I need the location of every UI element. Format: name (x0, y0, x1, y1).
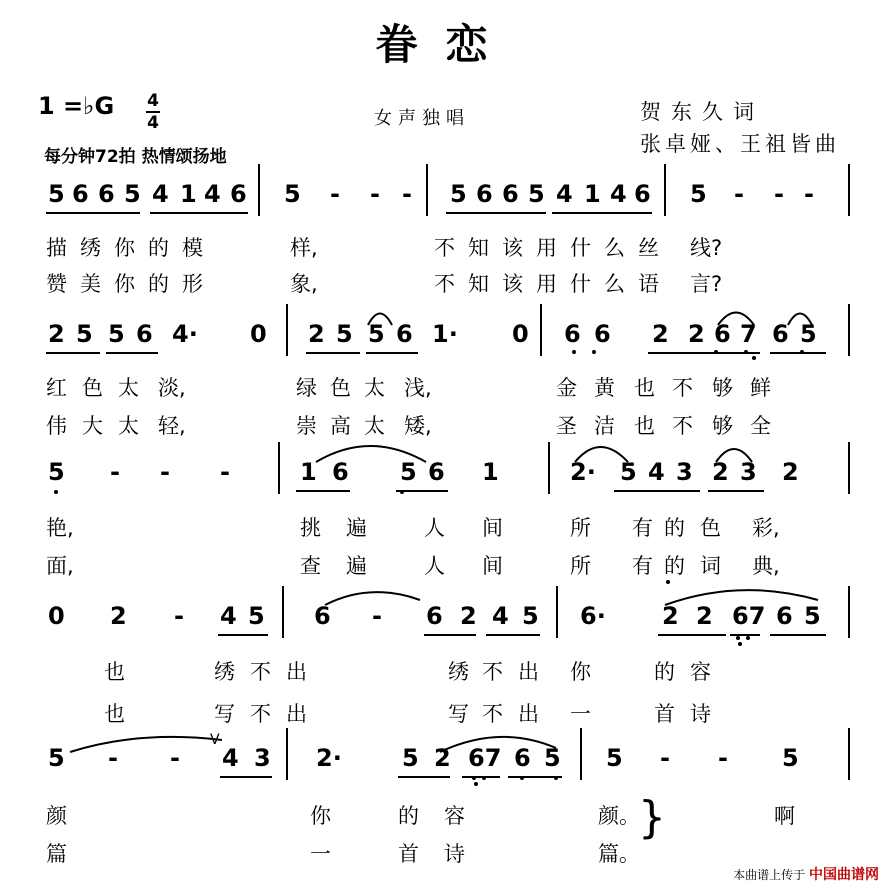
note: 6 (634, 180, 651, 208)
beam-underline (296, 490, 350, 492)
beam-underline (366, 352, 418, 354)
composer-credit: 张卓娅、王祖皆曲 (640, 132, 840, 156)
note: 4 (492, 602, 509, 630)
lyric-syllable: 丝 (638, 236, 659, 260)
lyric-syllable: 诗 (690, 702, 711, 726)
lyric-syllable: 你 (310, 804, 331, 828)
note: 1· (432, 320, 458, 348)
lyric-syllable: 色 (700, 516, 721, 540)
bar-line (548, 442, 550, 494)
lyric-syllable: 全 (750, 414, 771, 438)
beam-underline (150, 212, 248, 214)
note: - (372, 602, 382, 630)
beam-underline (306, 352, 360, 354)
lyric-syllable: 出 (286, 702, 307, 726)
note: 2 (434, 744, 451, 772)
lyric-syllable: 知 (468, 272, 489, 296)
lyric-syllable: 绣 (448, 660, 469, 684)
note: 5 (450, 180, 467, 208)
tempo-marking: 每分钟72拍 热情颂扬地 (44, 147, 227, 167)
note: 5 (48, 744, 65, 772)
lyric-syllable: 挑 (300, 516, 321, 540)
lyric-syllable: 遍 (346, 516, 367, 540)
lyric-syllable: 淡, (158, 376, 186, 400)
lyric-syllable: 金 (556, 376, 577, 400)
lyric-syllable: 间 (482, 516, 503, 540)
note: 2 (48, 320, 65, 348)
lyric-syllable: 艳, (46, 516, 74, 540)
note: 5 (782, 744, 799, 772)
lyric-syllable: 不 (434, 272, 455, 296)
lyric-syllable: 篇 (46, 842, 67, 866)
lyric-syllable: 不 (434, 236, 455, 260)
note: - (160, 458, 170, 486)
bar-line (848, 728, 850, 780)
bar-line (540, 304, 542, 356)
lyric-syllable: 用 (536, 236, 557, 260)
lyric-syllable: 太 (118, 376, 139, 400)
note: 6 (332, 458, 349, 486)
lyric-syllable: 人 (424, 554, 445, 578)
beam-underline (220, 776, 272, 778)
note: 0 (250, 320, 267, 348)
note: 5 (522, 602, 539, 630)
lyric-syllable: 所 (570, 554, 591, 578)
note: 5 (336, 320, 353, 348)
note: 0 (48, 602, 65, 630)
note: 6 (98, 180, 115, 208)
lyric-syllable: 也 (104, 702, 125, 726)
note: - (660, 744, 670, 772)
meter-bottom: 4 (147, 113, 159, 133)
octave-dot (744, 350, 748, 354)
beam-underline (658, 634, 726, 636)
note: 5 (48, 180, 65, 208)
lyric-syllable: 颜。 (598, 804, 640, 828)
score-title: 眷恋 (375, 20, 516, 69)
octave-dot (482, 776, 486, 780)
lyric-syllable: 不 (482, 702, 503, 726)
note: 6 (230, 180, 247, 208)
beam-underline (770, 352, 826, 354)
note: 4 (204, 180, 221, 208)
lyric-syllable: 伟 (46, 414, 67, 438)
beam-underline (46, 212, 140, 214)
lyric-syllable: 典, (752, 554, 780, 578)
lyric-syllable: 线? (690, 236, 723, 260)
note: 5 (606, 744, 623, 772)
note: 5 (284, 180, 301, 208)
beam-underline (398, 776, 450, 778)
note: 5 (108, 320, 125, 348)
beam-underline (708, 490, 764, 492)
lyric-syllable: 所 (570, 516, 591, 540)
octave-dot (520, 776, 524, 780)
note: 6 (714, 320, 731, 348)
note: 5 (690, 180, 707, 208)
note: - (170, 744, 180, 772)
note: 5 (248, 602, 265, 630)
lyric-syllable: 什 (570, 236, 591, 260)
lyric-syllable: 的 (664, 516, 685, 540)
note: 5 (528, 180, 545, 208)
lyric-syllable: 查 (300, 554, 321, 578)
lyric-syllable: 一 (570, 702, 591, 726)
note: 1 (300, 458, 317, 486)
note: 5 (620, 458, 637, 486)
lyric-syllable: 容 (444, 804, 465, 828)
lyric-syllable: 不 (672, 376, 693, 400)
bar-line (278, 442, 280, 494)
note: 0 (512, 320, 529, 348)
lyric-syllable: 黄 (594, 376, 615, 400)
beam-underline (770, 634, 826, 636)
note: 6· (580, 602, 606, 630)
lyric-syllable: 面, (46, 554, 74, 578)
beam-underline (218, 634, 268, 636)
bar-line (258, 164, 260, 216)
note: 7 (740, 320, 757, 348)
bar-line (848, 442, 850, 494)
lyric-syllable: 不 (250, 660, 271, 684)
lyric-syllable: 遍 (346, 554, 367, 578)
lyric-syllable: 人 (424, 516, 445, 540)
note: 2 (652, 320, 669, 348)
note: - (402, 180, 412, 208)
lyricist-credit: 贺东久词 (640, 100, 764, 124)
lyric-syllable: 色 (82, 376, 103, 400)
note: - (110, 458, 120, 486)
note: 4· (172, 320, 198, 348)
lyric-syllable: 么 (604, 236, 625, 260)
note: 2 (712, 458, 729, 486)
beam-underline (462, 776, 500, 778)
note: 1 (584, 180, 601, 208)
octave-dot (736, 636, 740, 640)
lyric-syllable: 洁 (594, 414, 615, 438)
lyric-syllable: 的 (398, 804, 419, 828)
lyric-syllable: 首 (398, 842, 419, 866)
lyric-syllable: 高 (330, 414, 351, 438)
bar-line (426, 164, 428, 216)
note: 4 (610, 180, 627, 208)
note: 2 (688, 320, 705, 348)
lyric-brace: } (638, 792, 666, 843)
footer-watermark (733, 864, 879, 884)
lyric-syllable: 赞 (46, 272, 67, 296)
lyric-syllable: 也 (634, 414, 655, 438)
octave-dot (400, 490, 404, 494)
lyric-syllable: 颜 (46, 804, 67, 828)
bar-line (848, 164, 850, 216)
note: 6 (314, 602, 331, 630)
note: 1 (180, 180, 197, 208)
bar-line (580, 728, 582, 780)
note: 3 (676, 458, 693, 486)
note: 5 (48, 458, 65, 486)
octave-dot (54, 490, 58, 494)
note: 6 (396, 320, 413, 348)
lyric-syllable: 彩, (752, 516, 780, 540)
beam-underline (614, 490, 700, 492)
note: 6 (502, 180, 519, 208)
footer-text: 本曲谱上传于 (733, 868, 806, 882)
lyric-syllable: 形 (182, 272, 203, 296)
note: 2 (782, 458, 799, 486)
lyric-syllable: 象, (290, 272, 318, 296)
lyric-syllable: 红 (46, 376, 67, 400)
octave-dot (746, 636, 750, 640)
lyric-syllable: 该 (502, 272, 523, 296)
footer-brand: 中国曲谱网 (809, 867, 879, 883)
lyric-syllable: 么 (604, 272, 625, 296)
lyric-syllable: 太 (118, 414, 139, 438)
lyric-syllable: 太 (364, 414, 385, 438)
note: - (734, 180, 744, 208)
note: - (174, 602, 184, 630)
lyric-syllable: 言? (690, 272, 723, 296)
bar-line (286, 728, 288, 780)
note: 4 (220, 602, 237, 630)
lyric-syllable: 模 (182, 236, 203, 260)
note: 2 (460, 602, 477, 630)
lyric-syllable: 出 (286, 660, 307, 684)
lyric-syllable: 啊 (774, 804, 795, 828)
note: 2· (570, 458, 596, 486)
note: 4 (556, 180, 573, 208)
note: - (220, 458, 230, 486)
beam-underline (730, 634, 760, 636)
octave-dot (474, 782, 478, 786)
lyric-syllable: 圣 (556, 414, 577, 438)
lyric-syllable: 的 (148, 272, 169, 296)
lyric-syllable: 容 (690, 660, 711, 684)
beam-underline (486, 634, 540, 636)
lyric-syllable: 你 (114, 272, 135, 296)
note: 3 (740, 458, 757, 486)
note: 6 (594, 320, 611, 348)
lyric-syllable: 不 (250, 702, 271, 726)
note: - (804, 180, 814, 208)
note: 5 (544, 744, 561, 772)
lyric-syllable: 的 (664, 554, 685, 578)
lyric-syllable: 知 (468, 236, 489, 260)
lyric-syllable: 轻, (158, 414, 186, 438)
lyric-syllable: 什 (570, 272, 591, 296)
note: 2 (110, 602, 127, 630)
lyric-syllable: 写 (214, 702, 235, 726)
bar-line (848, 304, 850, 356)
note: 2 (308, 320, 325, 348)
note: 5 (368, 320, 385, 348)
octave-dot (572, 350, 576, 354)
beam-underline (446, 212, 546, 214)
lyric-syllable: 的 (654, 660, 675, 684)
octave-dot (714, 350, 718, 354)
beam-underline (552, 212, 652, 214)
lyric-syllable: 诗 (444, 842, 465, 866)
lyric-syllable: 词 (700, 554, 721, 578)
lyric-syllable: 不 (482, 660, 503, 684)
lyric-syllable: 样, (290, 236, 318, 260)
lyric-syllable: 绿 (296, 376, 317, 400)
note: 5 (402, 744, 419, 772)
svg-text:V: V (210, 732, 220, 748)
lyric-syllable: 你 (114, 236, 135, 260)
note: 6 (776, 602, 793, 630)
lyric-syllable: 崇 (296, 414, 317, 438)
lyric-syllable: 该 (502, 236, 523, 260)
note: 5 (400, 458, 417, 486)
lyric-syllable: 太 (364, 376, 385, 400)
note: - (330, 180, 340, 208)
bar-line (286, 304, 288, 356)
lyric-syllable: 矮, (404, 414, 432, 438)
lyric-syllable: 够 (712, 376, 733, 400)
key-signature: 1 =♭G (38, 92, 115, 120)
lyric-syllable: 的 (148, 236, 169, 260)
note: 4 (222, 744, 239, 772)
octave-dot (738, 642, 742, 646)
note: 5 (800, 320, 817, 348)
lyric-syllable: 美 (80, 272, 101, 296)
octave-dot (800, 350, 804, 354)
lyric-syllable: 大 (82, 414, 103, 438)
lyric-syllable: 有 (632, 516, 653, 540)
lyric-syllable: 绣 (214, 660, 235, 684)
note: 6 (72, 180, 89, 208)
beam-underline (106, 352, 158, 354)
note: 6 (564, 320, 581, 348)
note: 1 (482, 458, 499, 486)
note: 67 (468, 744, 502, 772)
lyric-syllable: 用 (536, 272, 557, 296)
note: 67 (732, 602, 766, 630)
note: - (370, 180, 380, 208)
lyric-syllable: 间 (482, 554, 503, 578)
octave-dot (752, 356, 756, 360)
note: 4 (152, 180, 169, 208)
note: 4 (648, 458, 665, 486)
bar-line (664, 164, 666, 216)
lyric-syllable: 首 (654, 702, 675, 726)
lyric-syllable: 浅, (404, 376, 432, 400)
note: 2 (696, 602, 713, 630)
bar-line (556, 586, 558, 638)
note: - (108, 744, 118, 772)
lyric-syllable: 也 (634, 376, 655, 400)
note: - (718, 744, 728, 772)
note: 5 (76, 320, 93, 348)
lyric-syllable: 有 (632, 554, 653, 578)
lyric-syllable: 鲜 (750, 376, 771, 400)
beam-underline (46, 352, 100, 354)
note: 6 (136, 320, 153, 348)
note: - (774, 180, 784, 208)
octave-dot (666, 580, 670, 584)
lyric-syllable: 一 (310, 842, 331, 866)
performance-type: 女声独唱 (374, 108, 470, 129)
meter-top: 4 (147, 91, 159, 111)
lyric-syllable: 也 (104, 660, 125, 684)
beam-underline (424, 634, 476, 636)
octave-dot (592, 350, 596, 354)
bar-line (848, 586, 850, 638)
note: 2 (662, 602, 679, 630)
time-signature (146, 92, 160, 132)
lyric-syllable: 写 (448, 702, 469, 726)
lyric-syllable: 色 (330, 376, 351, 400)
note: 6 (514, 744, 531, 772)
octave-dot (554, 776, 558, 780)
lyric-syllable: 绣 (80, 236, 101, 260)
note: 3 (254, 744, 271, 772)
note: 5 (804, 602, 821, 630)
lyric-syllable: 描 (46, 236, 67, 260)
note: 5 (124, 180, 141, 208)
note: 6 (476, 180, 493, 208)
lyric-syllable: 你 (570, 660, 591, 684)
note: 6 (772, 320, 789, 348)
lyric-syllable: 够 (712, 414, 733, 438)
lyric-syllable: 出 (518, 702, 539, 726)
lyric-syllable: 不 (672, 414, 693, 438)
lyric-syllable: 篇。 (598, 842, 640, 866)
note: 6 (426, 602, 443, 630)
bar-line (282, 586, 284, 638)
lyric-syllable: 出 (518, 660, 539, 684)
lyric-syllable: 语 (638, 272, 659, 296)
note: 2· (316, 744, 342, 772)
note: 6 (428, 458, 445, 486)
octave-dot (472, 776, 476, 780)
